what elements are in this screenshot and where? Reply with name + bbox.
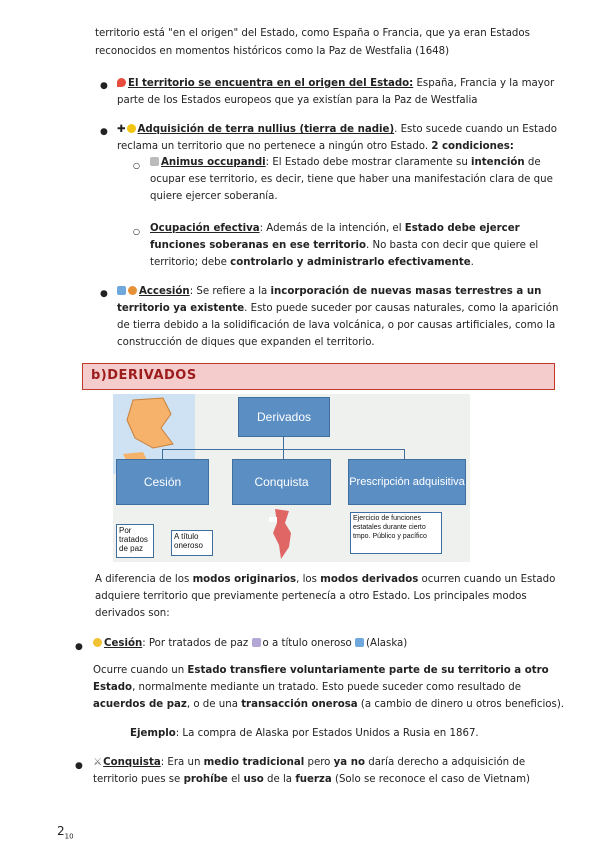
bullet-terra-nullius-line2: reclama un territorio que no pertenece a ningún otro Estado. 2 condiciones: bbox=[117, 141, 514, 152]
box-prescripcion: Prescripción adquisitiva bbox=[348, 459, 466, 505]
bullet: ● bbox=[75, 761, 83, 771]
cesion-desc-3: acuerdos de paz, o de una transacción onerosa (a cambio de dinero u otros beneficios). bbox=[93, 699, 565, 710]
animus-line3: quiere ejercer soberanía. bbox=[150, 191, 278, 202]
sub-bullet: ○ bbox=[133, 161, 140, 170]
animus-line2: ocupar ese territorio, es decir, tiene que haber una manifestación clara de que bbox=[150, 174, 553, 185]
bullet: ● bbox=[100, 289, 108, 299]
animus-occupandi: Animus occupandi: El Estado debe mostrar claramente su intención de bbox=[150, 155, 541, 171]
page-number: $2_{10}$ bbox=[57, 824, 74, 841]
connector bbox=[404, 449, 405, 459]
handshake-icon bbox=[93, 638, 102, 647]
new-icon bbox=[117, 286, 126, 295]
bullet-origen: El territorio se encuentra en el origen del Estado: España, Francia y la mayor bbox=[117, 76, 554, 92]
box-por-tratados: Por tratados de paz bbox=[116, 524, 154, 558]
pin-icon bbox=[117, 78, 126, 87]
box-ejercicio: Ejercicio de funciones estatales durante cierto tmpo. Público y pacífico bbox=[350, 512, 442, 554]
intro-line-1: territorio está "en el origen" del Estado, como España o Francia, que ya eran Estados bbox=[95, 28, 530, 39]
vietnam-map-image bbox=[263, 507, 303, 562]
cesion-desc-2: Estado, normalmente mediante un tratado. Esto puede suceder como resultado de bbox=[93, 682, 522, 693]
box-derivados: Derivados bbox=[238, 397, 330, 437]
ocupacion-line2: funciones soberanas en ese territorio. No basta con decir que quiere el bbox=[150, 240, 539, 251]
accesion-line4: construcción de diques que expanden el territorio. bbox=[117, 337, 375, 348]
derivados-diagram bbox=[113, 394, 470, 562]
plus-icon: ✚ bbox=[117, 124, 126, 135]
smile-icon bbox=[127, 124, 136, 133]
island-icon bbox=[128, 286, 137, 295]
bullet-terra-nullius: ✚ Adquisición de terra nullius (tierra de nadie). Esto sucede cuando un Estado bbox=[117, 124, 557, 135]
flag-icon bbox=[150, 157, 159, 166]
ejemplo: Ejemplo: La compra de Alaska por Estados Unidos a Rusia en 1867. bbox=[130, 728, 479, 739]
section-title: b)DERIVADOS bbox=[91, 368, 197, 383]
cesion-desc-1: Ocurre cuando un Estado transfiere voluntariamente parte de su territorio a otro bbox=[93, 665, 549, 676]
bullet: ● bbox=[100, 81, 108, 91]
accesion-line2: territorio ya existente. Esto puede suceder por causas naturales, como la aparición bbox=[117, 303, 559, 314]
connector bbox=[283, 437, 284, 449]
derivados-intro-1: A diferencia de los modos originarios, los modos derivados ocurren cuando un Estado bbox=[95, 574, 556, 585]
connector bbox=[283, 449, 284, 459]
peace-icon bbox=[252, 638, 261, 647]
bullet-conquista: ⚔Conquista: Era un medio tradicional pero ya no daría derecho a adquisición de bbox=[93, 757, 526, 768]
section-header bbox=[82, 363, 555, 390]
intro-line-2: reconocidos en momentos históricos como la Paz de Westfalia (1648) bbox=[95, 46, 450, 57]
bullet: ● bbox=[75, 642, 83, 652]
accesion-line3: de tierra debido a la solidificación de lava volcánica, o por causas artificiales, como la bbox=[117, 320, 556, 331]
bullet-origen-line2: parte de los Estados europeos que ya existían para la Paz de Westfalia bbox=[117, 95, 478, 106]
money-icon bbox=[355, 638, 364, 647]
box-cesion: Cesión bbox=[116, 459, 209, 505]
connector bbox=[162, 449, 163, 459]
box-conquista: Conquista bbox=[232, 459, 331, 505]
vietnam-map-icon bbox=[263, 507, 303, 562]
sub-bullet: ○ bbox=[133, 227, 140, 236]
ocupacion-efectiva: Ocupación efectiva: Además de la intención, el Estado debe ejercer bbox=[150, 223, 520, 234]
swords-icon: ⚔ bbox=[93, 757, 103, 768]
ocupacion-line3: territorio; debe controlarlo y administrarlo efectivamente. bbox=[150, 257, 474, 268]
bullet-cesion: Cesión: Por tratados de paz o a título oneroso (Alaska) bbox=[93, 636, 407, 652]
derivados-intro-3: derivados son: bbox=[95, 608, 170, 619]
bullet-accesion: Accesión: Se refiere a la incorporación de nuevas masas terrestres a un bbox=[117, 284, 541, 300]
box-a-titulo: A título oneroso bbox=[171, 530, 213, 556]
derivados-intro-2: adquiere territorio que previamente pertenecía a otro Estado. Los principales modos bbox=[95, 591, 527, 602]
bullet: ● bbox=[100, 127, 108, 137]
conquista-line2: territorio pues se prohíbe el uso de la fuerza (Solo se reconoce el caso de Vietnam) bbox=[93, 774, 531, 785]
